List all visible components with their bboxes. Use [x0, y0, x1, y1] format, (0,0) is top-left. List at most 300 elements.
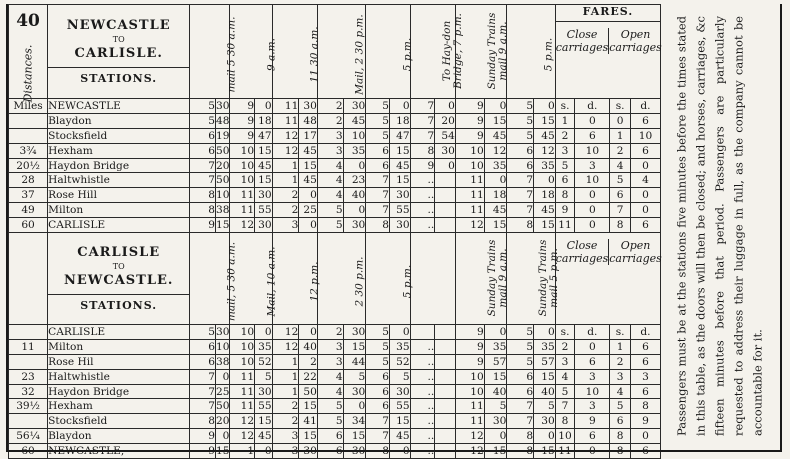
time-minute: 0	[534, 429, 556, 444]
time-minute: 5	[534, 399, 556, 414]
station-name-cell	[48, 399, 190, 414]
train-label: Sunday Trains mail 9 a.m.	[485, 239, 509, 317]
time-hour: 5	[366, 325, 390, 340]
time-minute: 23	[343, 173, 366, 188]
time-minute: 57	[534, 354, 556, 369]
time-minute: 19	[215, 129, 230, 142]
time-hour: 8	[366, 218, 390, 233]
fare-value: 2	[610, 143, 631, 158]
time-minute: 47	[255, 128, 273, 143]
time-minute: 15	[299, 429, 318, 444]
time-hour: 6	[366, 143, 390, 158]
time-hour: 10	[230, 325, 255, 340]
fare-value: 0	[630, 158, 660, 173]
stations-label: STATIONS.	[48, 67, 189, 85]
station-row	[9, 325, 661, 340]
fare-value: 8	[555, 414, 575, 429]
time-minute: 55	[255, 203, 273, 218]
time-hour: 8	[410, 143, 435, 158]
close-carriages-label: Close carriages	[555, 28, 609, 54]
time-minute	[435, 325, 456, 340]
time-minute: 15	[255, 143, 273, 158]
station-row	[9, 113, 661, 128]
distance-value: 20½	[16, 159, 40, 172]
fare-value: 10	[630, 128, 660, 143]
fare-value: 10	[555, 429, 575, 444]
time-hour: 12	[455, 218, 484, 233]
fare-value: 0	[575, 218, 610, 233]
time-minute: 17	[299, 128, 318, 143]
time-minute: 54	[435, 128, 456, 143]
time-hour: 6	[507, 384, 534, 399]
time-minute: 38	[215, 355, 230, 368]
fare-value: 8	[610, 429, 631, 444]
open-carriages-label: Open carriages	[609, 28, 662, 54]
time-minute: 30	[215, 99, 230, 112]
time-minute: 15	[389, 414, 410, 429]
time-hour: 6	[507, 158, 534, 173]
time-hour: 11	[272, 113, 299, 128]
time-hour: 3	[272, 218, 299, 233]
time-hour: 5	[366, 113, 390, 128]
fare-value: 0	[630, 429, 660, 444]
time-minute: 30	[343, 218, 366, 233]
time-hour: 9	[455, 128, 484, 143]
station-row	[9, 188, 661, 203]
station-name: Stocksfield	[48, 129, 108, 142]
time-hour: 1	[272, 158, 299, 173]
bottom-rule	[6, 450, 782, 452]
fare-value: 5	[555, 158, 575, 173]
time-minute: 15	[299, 399, 318, 414]
time-minute: 15	[215, 219, 230, 232]
distance-cell	[9, 399, 48, 414]
distance-value: 28	[21, 174, 35, 187]
time-minute: 50	[299, 384, 318, 399]
time-minute: 20	[435, 113, 456, 128]
train-header	[507, 233, 561, 325]
currency-label: s.	[610, 99, 631, 114]
fare-value: 4	[630, 173, 660, 188]
distance-value: 39½	[16, 400, 40, 413]
fare-value: 6	[630, 143, 660, 158]
time-minute: 30	[389, 384, 410, 399]
fare-value: 6	[630, 384, 660, 399]
time-hour: 12	[230, 414, 255, 429]
time-minute: 0	[389, 325, 410, 340]
time-minute	[435, 354, 456, 369]
currency-label: s.	[610, 325, 631, 340]
station-name: Stocksfield	[48, 415, 108, 428]
time-hour: ..	[410, 218, 435, 233]
fare-value: 4	[555, 369, 575, 384]
fares-header	[555, 233, 660, 325]
fare-value: 1	[555, 113, 575, 128]
time-minute: 30	[534, 414, 556, 429]
time-minute: 18	[255, 113, 273, 128]
train-header	[410, 233, 455, 325]
station-name: CARLISLE	[48, 325, 106, 338]
time-hour: 5	[507, 325, 534, 340]
time-hour: 11	[272, 99, 299, 114]
time-hour: 4	[317, 384, 343, 399]
time-hour: 11	[455, 188, 484, 203]
fare-value: 11	[555, 218, 575, 233]
fare-value: 0	[630, 188, 660, 203]
time-hour: 7	[366, 414, 390, 429]
fare-value: 9	[575, 414, 610, 429]
station-name-cell	[48, 203, 190, 218]
time-hour: 11	[455, 399, 484, 414]
fare-value: 6	[630, 218, 660, 233]
time-hour: 9	[455, 325, 484, 340]
station-name: Rose Hill	[48, 189, 97, 202]
time-minute: 30	[215, 325, 230, 338]
time-hour: ..	[410, 369, 435, 384]
time-minute: 15	[534, 369, 556, 384]
train-label: Sunday Trains mail 9 a.m.	[485, 12, 509, 90]
time-minute: 57	[484, 354, 507, 369]
distance-value: 49	[21, 204, 35, 217]
time-minute: 45	[255, 429, 273, 444]
timetable-page	[6, 4, 782, 450]
time-hour: 10	[455, 143, 484, 158]
time-minute	[435, 339, 456, 354]
time-hour: 5	[507, 128, 534, 143]
route-header	[48, 5, 190, 99]
time-minute: 45	[299, 173, 318, 188]
time-hour: ..	[410, 339, 435, 354]
time-hour: 9	[230, 128, 255, 143]
time-minute: 45	[299, 143, 318, 158]
time-hour: 12	[230, 218, 255, 233]
station-row	[9, 158, 661, 173]
time-hour: 11	[230, 399, 255, 414]
time-minute: 30	[484, 414, 507, 429]
time-minute	[435, 218, 456, 233]
time-hour: 11	[455, 173, 484, 188]
time-hour: 7	[507, 203, 534, 218]
station-name-cell	[48, 188, 190, 203]
time-hour: 3	[272, 429, 299, 444]
time-minute: 5	[255, 369, 273, 384]
time-hour: 8	[507, 429, 534, 444]
station-name-cell	[48, 325, 190, 340]
train-header	[366, 5, 414, 99]
distances-label-wrap	[9, 31, 47, 103]
distance-header	[9, 233, 48, 325]
station-name: Haydon Bridge	[48, 385, 130, 398]
time-minute: 0	[484, 429, 507, 444]
distance-cell	[9, 188, 48, 203]
time-hour: 6	[366, 158, 390, 173]
time-minute: 5	[389, 369, 410, 384]
time-minute: 55	[389, 203, 410, 218]
station-row	[9, 429, 661, 444]
time-hour: 5	[190, 113, 216, 128]
time-minute: 45	[484, 128, 507, 143]
time-hour: 8	[507, 218, 534, 233]
time-hour: ..	[410, 354, 435, 369]
fare-value: 6	[555, 173, 575, 188]
time-minute	[435, 429, 456, 444]
time-hour: 5	[190, 99, 216, 114]
fare-value: 9	[555, 203, 575, 218]
fare-classes	[556, 22, 660, 54]
time-hour: 6	[190, 339, 216, 354]
time-minute: 30	[343, 99, 366, 114]
time-minute: 30	[255, 188, 273, 203]
fare-value: 3	[630, 369, 660, 384]
train-label: To Hay-don Bridge, 7 p.m.	[440, 13, 464, 89]
time-minute: 18	[389, 113, 410, 128]
fare-value: 10	[575, 143, 610, 158]
time-minute: 0	[343, 158, 366, 173]
time-minute: 0	[255, 99, 273, 114]
time-hour: 10	[455, 369, 484, 384]
fare-value: 6	[610, 188, 631, 203]
time-minute: 15	[389, 173, 410, 188]
time-minute: 0	[534, 325, 556, 340]
time-minute: 0	[534, 99, 556, 114]
time-hour: 11	[230, 188, 255, 203]
fare-value: 7	[555, 399, 575, 414]
time-hour: 6	[190, 354, 216, 369]
time-minute: 45	[484, 203, 507, 218]
fare-value: 6	[575, 429, 610, 444]
station-name-cell	[48, 113, 190, 128]
time-hour: 7	[190, 369, 216, 384]
time-minute: 0	[215, 369, 229, 384]
time-minute: 30	[343, 325, 366, 340]
time-hour: 7	[190, 399, 216, 414]
fare-value: 3	[610, 369, 631, 384]
time-minute: 0	[299, 188, 318, 203]
time-minute: 40	[534, 384, 556, 399]
time-minute: 0	[255, 325, 273, 340]
time-hour: 6	[366, 399, 390, 414]
time-minute: 30	[255, 384, 273, 399]
train-header	[317, 233, 365, 325]
time-hour: 3	[317, 143, 343, 158]
time-hour: 5	[317, 218, 343, 233]
time-hour: 6	[317, 429, 343, 444]
time-hour: 8	[190, 203, 216, 218]
time-minute: 0	[343, 399, 366, 414]
station-name: Blaydon	[48, 430, 92, 443]
time-minute: 30	[343, 384, 366, 399]
train-header	[366, 233, 414, 325]
fare-value: 0	[575, 188, 610, 203]
time-hour: 7	[366, 173, 390, 188]
fare-value: 3	[555, 143, 575, 158]
station-row	[9, 339, 661, 354]
train-label: mail, 5 30 a.m.	[225, 241, 238, 322]
fare-value: 2	[555, 128, 575, 143]
time-minute: 35	[343, 143, 366, 158]
train-label: mail 5 30 a.m.	[225, 16, 238, 93]
currency-label: d.	[630, 99, 660, 114]
time-minute: 0	[484, 173, 507, 188]
time-hour: 7	[190, 384, 216, 399]
time-minute: 38	[215, 204, 230, 217]
section-header-row	[9, 5, 661, 99]
distance-value: 60	[21, 219, 35, 232]
station-name: Hexham	[48, 400, 93, 413]
time-minute: 45	[389, 429, 410, 444]
time-hour: 10	[230, 339, 255, 354]
station-name-cell	[48, 173, 190, 188]
station-name-cell	[48, 339, 190, 354]
time-minute: 0	[389, 99, 410, 114]
time-minute: 30	[255, 218, 273, 233]
distance-cell	[9, 414, 48, 429]
time-hour: 9	[455, 354, 484, 369]
fare-value: 2	[610, 354, 631, 369]
time-minute: 48	[299, 113, 318, 128]
station-row	[9, 99, 661, 114]
time-hour: 2	[317, 113, 343, 128]
station-name: Milton	[48, 340, 84, 353]
distance-cell	[9, 369, 48, 384]
time-hour: 5	[366, 354, 390, 369]
train-label: 5 p.m.	[401, 37, 414, 72]
time-minute: 40	[299, 339, 318, 354]
time-hour: 2	[272, 399, 299, 414]
time-hour: 10	[230, 354, 255, 369]
train-label: 2 30 p.m.	[353, 256, 366, 307]
time-minute: 5	[343, 369, 366, 384]
time-hour: 12	[455, 429, 484, 444]
time-hour: 2	[272, 203, 299, 218]
time-hour: 5	[507, 113, 534, 128]
time-hour: 7	[507, 188, 534, 203]
currency-label: d.	[575, 325, 610, 340]
time-hour: ..	[410, 384, 435, 399]
page-number: 40	[16, 10, 40, 31]
time-hour: 12	[230, 429, 255, 444]
time-minute: 12	[534, 143, 556, 158]
time-hour: 9	[455, 99, 484, 114]
fare-value: 3	[575, 369, 610, 384]
time-hour: 5	[317, 203, 343, 218]
time-minute: 15	[343, 429, 366, 444]
time-minute: 20	[215, 159, 230, 172]
train-label: 5 p.m.	[401, 264, 414, 299]
fare-value: 3	[575, 399, 610, 414]
fare-value: 7	[610, 203, 631, 218]
fare-value: 2	[555, 339, 575, 354]
station-name: Blaydon	[48, 114, 92, 127]
time-minute: 15	[299, 158, 318, 173]
time-hour: ..	[410, 188, 435, 203]
distance-cell	[9, 354, 48, 369]
station-name-cell	[48, 218, 190, 233]
distance-value: 11	[21, 340, 35, 353]
time-hour: 7	[366, 429, 390, 444]
time-minute: 40	[484, 384, 507, 399]
fare-value: 8	[610, 218, 631, 233]
time-hour: 5	[507, 354, 534, 369]
station-row	[9, 128, 661, 143]
time-hour: 1	[272, 369, 299, 384]
fare-value: 6	[630, 354, 660, 369]
time-hour: 7	[410, 128, 435, 143]
time-hour: 9	[230, 99, 255, 114]
time-hour: 4	[317, 188, 343, 203]
time-hour: 10	[455, 158, 484, 173]
time-hour: 11	[230, 384, 255, 399]
time-minute: 45	[534, 128, 556, 143]
time-hour: 3	[317, 339, 343, 354]
time-hour: 6	[190, 128, 216, 143]
time-hour: 7	[410, 113, 435, 128]
fare-value: 4	[610, 158, 631, 173]
station-name: NEWCASTLE	[48, 99, 121, 112]
station-name-cell	[48, 414, 190, 429]
time-hour: 2	[272, 414, 299, 429]
time-minute: 10	[343, 128, 366, 143]
time-hour: 2	[272, 188, 299, 203]
distance-cell	[9, 143, 48, 158]
currency-label: d.	[630, 325, 660, 340]
fares-header	[555, 5, 660, 99]
distances-label: Distances.	[21, 44, 35, 103]
currency-label: s.	[555, 99, 575, 114]
train-header	[190, 5, 238, 99]
time-hour: 12	[272, 143, 299, 158]
time-minute: 10	[215, 340, 230, 353]
time-hour: 8	[190, 188, 216, 203]
fare-value: 3	[575, 158, 610, 173]
time-hour: ..	[410, 203, 435, 218]
time-hour: 9	[190, 218, 216, 233]
time-minute: 52	[389, 354, 410, 369]
fare-value: 10	[575, 384, 610, 399]
time-hour: 9	[190, 429, 216, 444]
station-row	[9, 369, 661, 384]
time-hour: 7	[366, 203, 390, 218]
time-minute: 20	[215, 415, 230, 428]
fare-value: 4	[610, 384, 631, 399]
train-label: 12 p.m.	[308, 261, 321, 302]
time-hour: 6	[366, 369, 390, 384]
train-header	[190, 233, 238, 325]
time-minute: 40	[343, 188, 366, 203]
time-hour: 9	[455, 113, 484, 128]
time-hour: 7	[366, 188, 390, 203]
fare-value: 8	[630, 399, 660, 414]
time-minute: 15	[389, 143, 410, 158]
time-hour: 7	[410, 99, 435, 114]
train-label: Sunday Trains mail 5 p.m.	[537, 239, 561, 317]
time-minute: 44	[343, 354, 366, 369]
time-hour: ..	[410, 429, 435, 444]
station-name-cell	[48, 158, 190, 173]
time-hour: 5	[507, 339, 534, 354]
train-header	[272, 233, 321, 325]
time-hour: 11	[230, 203, 255, 218]
time-hour: 4	[317, 369, 343, 384]
fare-value: 5	[555, 384, 575, 399]
time-hour: 11	[230, 369, 255, 384]
time-minute: 18	[534, 188, 556, 203]
time-minute: 18	[484, 188, 507, 203]
time-minute: 48	[215, 114, 230, 127]
fare-value: 6	[630, 339, 660, 354]
time-minute: 12	[484, 143, 507, 158]
miles-label: Miles	[13, 99, 43, 112]
